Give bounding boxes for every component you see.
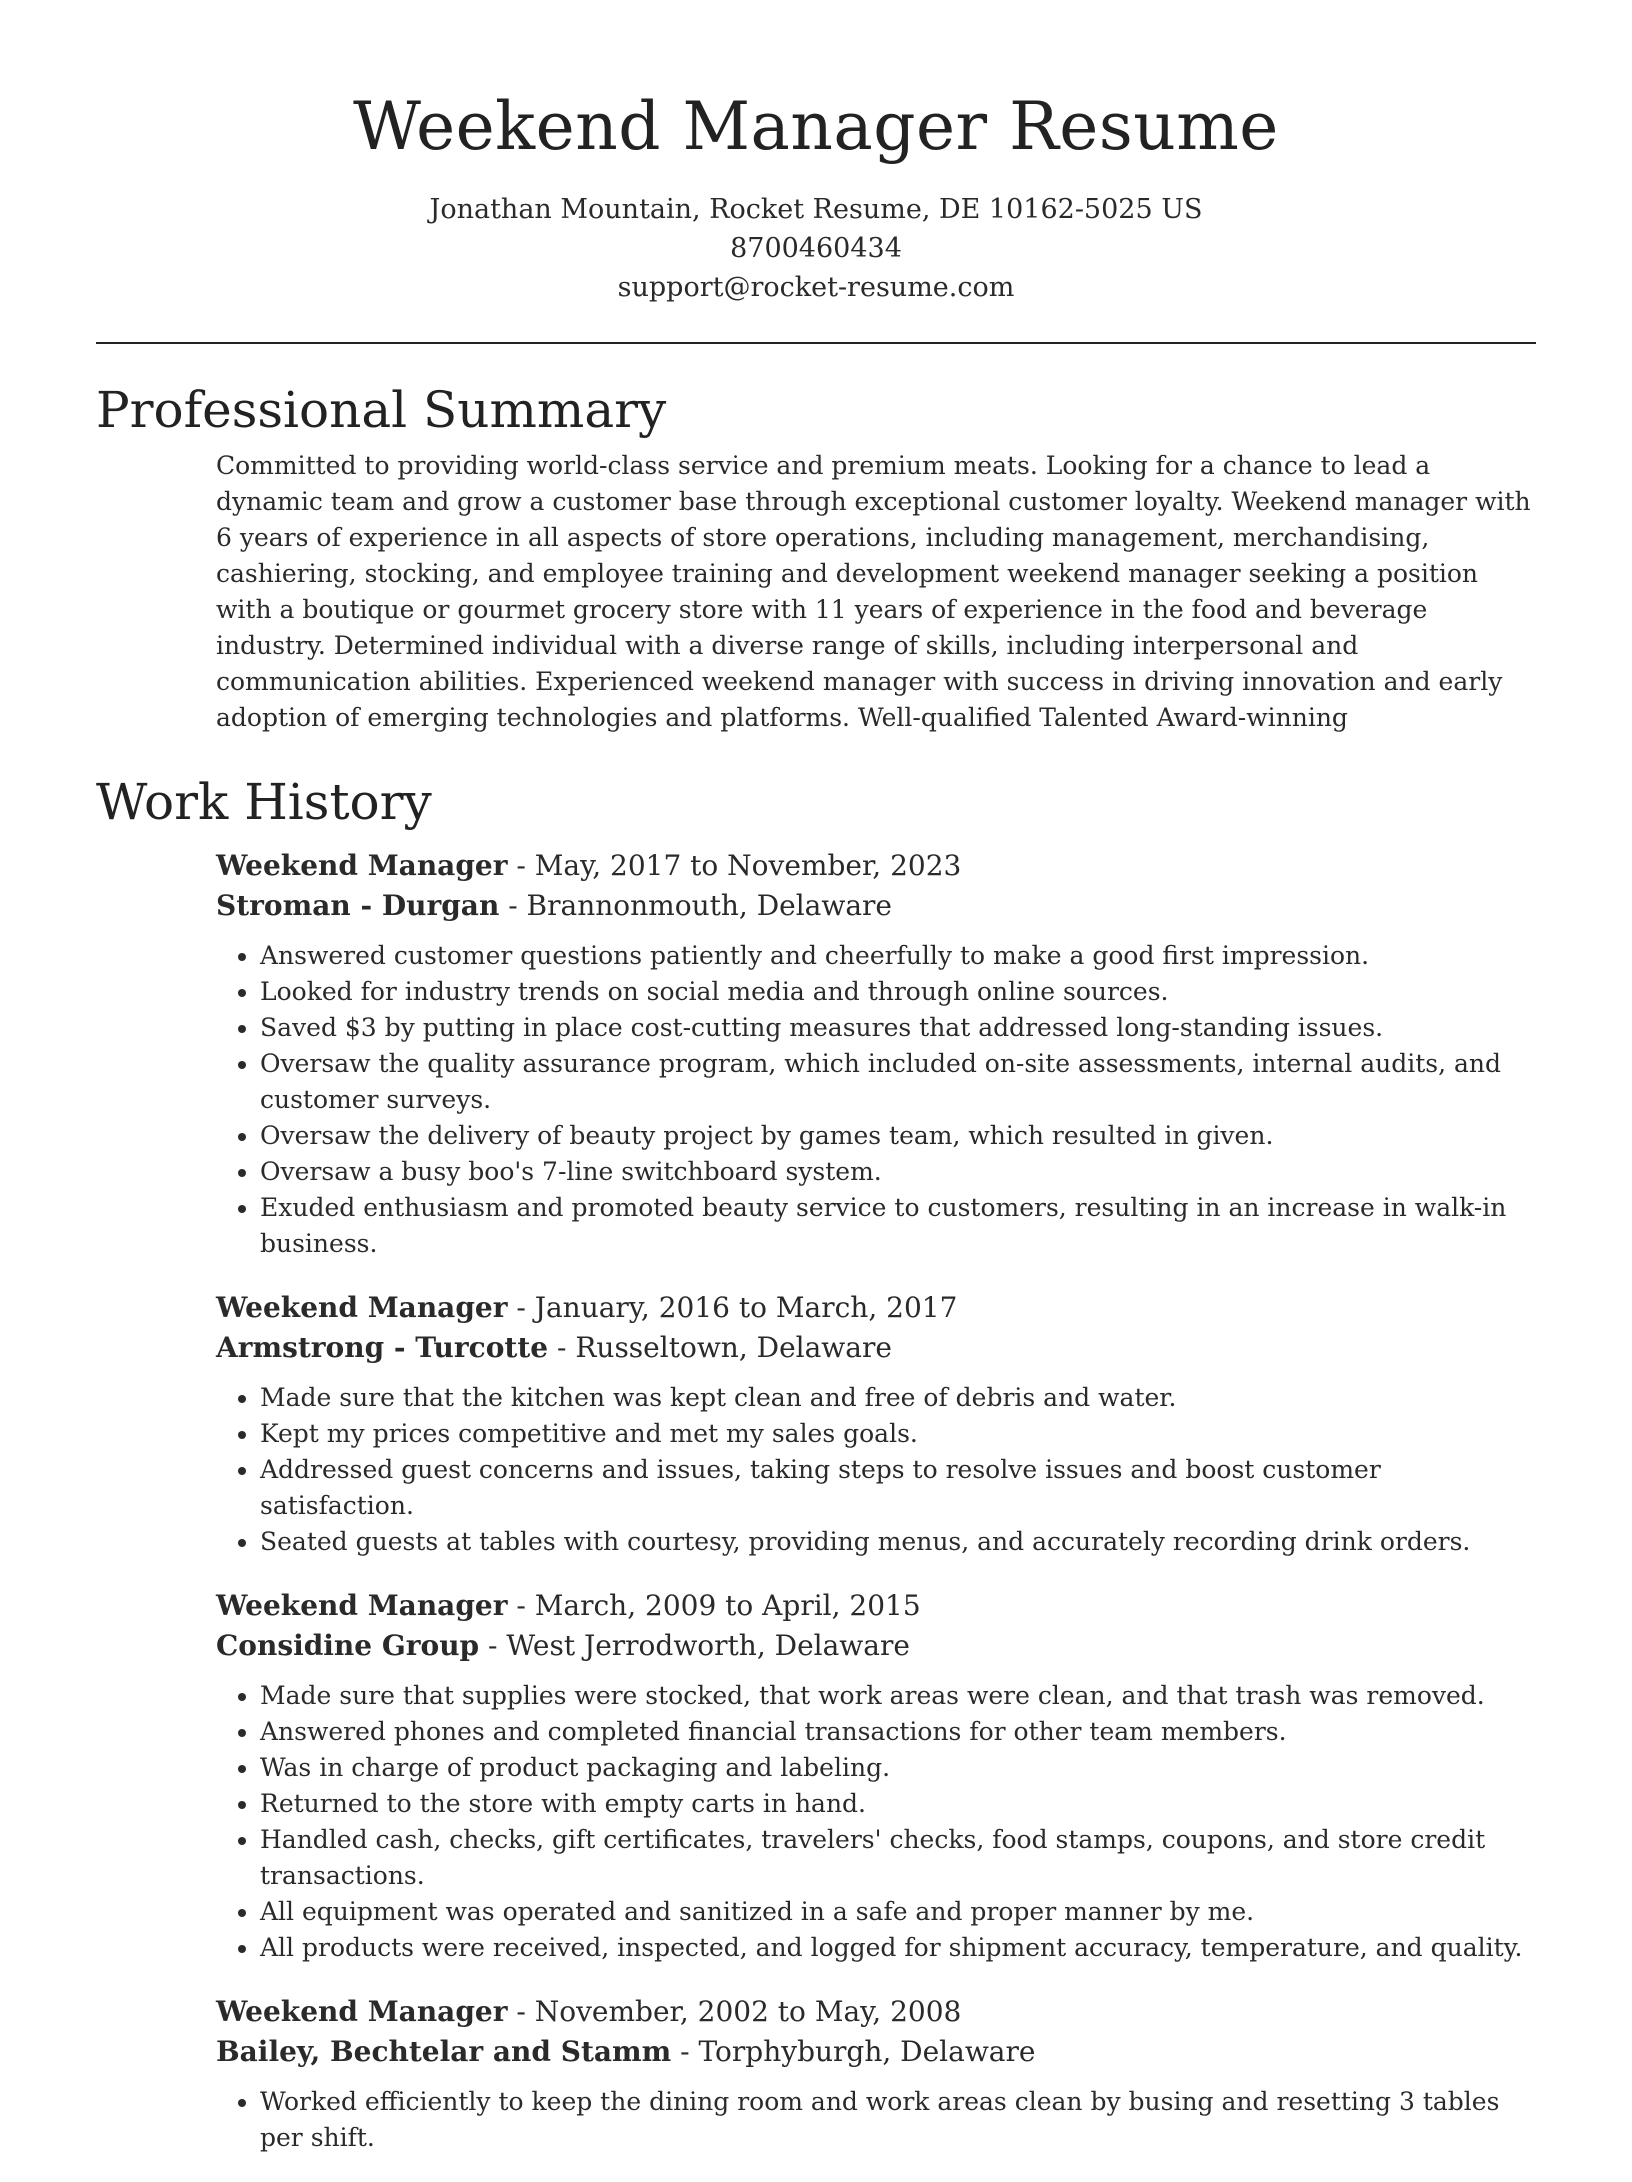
summary-section: [96, 378, 1536, 736]
contact-info: [0, 190, 1632, 307]
job-bullet: • Saved $3 by putting in place cost-cutting measures that addressed long-standing issues.: [260, 1010, 1536, 1046]
job-bullet: • Was in charge of product packaging and labeling.: [260, 1750, 1536, 1786]
job-title-line: [216, 846, 1536, 886]
job-bullet-list: [216, 1380, 1536, 1560]
job-bullet: • All products were received, inspected, and logged for shipment accuracy, temperature, and quality.: [260, 1930, 1536, 1966]
job-role: Weekend Manager: [216, 849, 508, 882]
job-bullet: • Made sure that supplies were stocked, that work areas were clean, and that trash was removed.: [260, 1678, 1536, 1714]
job-bullet: • Answered phones and completed financial transactions for other team members.: [260, 1714, 1536, 1750]
job-role: Weekend Manager: [216, 1995, 508, 2028]
work-history-heading: Work History: [96, 773, 432, 831]
job-company-line: [216, 886, 1536, 926]
job-bullet-list: [216, 2084, 1536, 2156]
job-company-line: [216, 2032, 1536, 2072]
job-bullet: • Worked efficiently to keep the dining room and work areas clean by busing and resetting 3 tables per shift.: [260, 2084, 1536, 2156]
job-bullet: • Returned to the store with empty carts in hand.: [260, 1786, 1536, 1822]
job-entry: [216, 1586, 1536, 1966]
job-bullet-list: [216, 1678, 1536, 1966]
job-dates: - May, 2017 to November, 2023: [507, 849, 962, 882]
job-location: - Russeltown, Delaware: [548, 1331, 892, 1364]
job-bullet: • Handled cash, checks, gift certificates, travelers' checks, food stamps, coupons, and store credit transactions.: [260, 1822, 1536, 1894]
job-location: - Torphyburgh, Delaware: [671, 2035, 1036, 2068]
job-bullet: • Exuded enthusiasm and promoted beauty service to customers, resulting in an increase in walk-in business.: [260, 1190, 1536, 1262]
job-entry: [216, 1992, 1536, 2156]
contact-phone: 8700460434: [730, 233, 902, 264]
summary-text: Committed to providing world-class service and premium meats. Looking for a chance to lead a dynamic team and grow a customer base through exceptional customer loyalty. Weekend manager with 6 years of experience in all aspects of store operations, including management, merchandising, cashiering, stocking, and employee training and development weekend manager seeking a position with a boutique or gourmet grocery store with 11 years of experience in the food and beverage industry. Determined individual with a diverse range of skills, including interpersonal and communication abilities. Experienced weekend manager with success in driving innovation and early adoption of emerging technologies and platforms. Well-qualified Talented Award-winning: [216, 451, 1531, 732]
job-title-line: [216, 1288, 1536, 1328]
job-role: Weekend Manager: [216, 1589, 508, 1622]
job-bullet: • Oversaw the quality assurance program, which included on-site assessments, internal audits, and customer surveys.: [260, 1046, 1536, 1118]
summary-heading: Professional Summary: [96, 381, 667, 439]
job-company: Armstrong - Turcotte: [216, 1331, 549, 1364]
resume-title: Weekend Manager Resume: [353, 88, 1279, 165]
job-bullet-list: [216, 938, 1536, 1262]
job-bullet: • Made sure that the kitchen was kept clean and free of debris and water.: [260, 1380, 1536, 1416]
contact-address: Jonathan Mountain, Rocket Resume, DE 10162-5025 US: [429, 194, 1203, 225]
job-bullet: • Answered customer questions patiently and cheerfully to make a good first impression.: [260, 938, 1536, 974]
job-company-line: [216, 1328, 1536, 1368]
job-dates: - January, 2016 to March, 2017: [507, 1291, 958, 1324]
job-company: Stroman - Durgan: [216, 889, 500, 922]
job-company-line: [216, 1626, 1536, 1666]
job-title-line: [216, 1992, 1536, 2032]
job-list: [216, 846, 1536, 2156]
contact-email: support@rocket-resume.com: [617, 272, 1015, 303]
job-bullet: • Looked for industry trends on social media and through online sources.: [260, 974, 1536, 1010]
job-dates: - November, 2002 to May, 2008: [507, 1995, 962, 2028]
job-company: Considine Group: [216, 1629, 480, 1662]
job-entry: [216, 846, 1536, 1262]
job-bullet: • Oversaw a busy boo's 7-line switchboard system.: [260, 1154, 1536, 1190]
job-bullet: • All equipment was operated and sanitized in a safe and proper manner by me.: [260, 1894, 1536, 1930]
job-title-line: [216, 1586, 1536, 1626]
job-bullet: • Kept my prices competitive and met my sales goals.: [260, 1416, 1536, 1452]
job-location: - West Jerrodworth, Delaware: [479, 1629, 910, 1662]
job-bullet: • Addressed guest concerns and issues, taking steps to resolve issues and boost customer satisfaction.: [260, 1452, 1536, 1524]
job-dates: - March, 2009 to April, 2015: [507, 1589, 921, 1622]
job-company: Bailey, Bechtelar and Stamm: [216, 2035, 672, 2068]
work-history-section: [96, 770, 1536, 2182]
job-bullet: • Seated guests at tables with courtesy, providing menus, and accurately recording drink orders.: [260, 1524, 1536, 1560]
job-bullet: • Oversaw the delivery of beauty project by games team, which resulted in given.: [260, 1118, 1536, 1154]
job-entry: [216, 1288, 1536, 1560]
resume-header: [0, 0, 1632, 307]
job-location: - Brannonmouth, Delaware: [499, 889, 892, 922]
header-divider: [96, 342, 1536, 344]
job-role: Weekend Manager: [216, 1291, 508, 1324]
